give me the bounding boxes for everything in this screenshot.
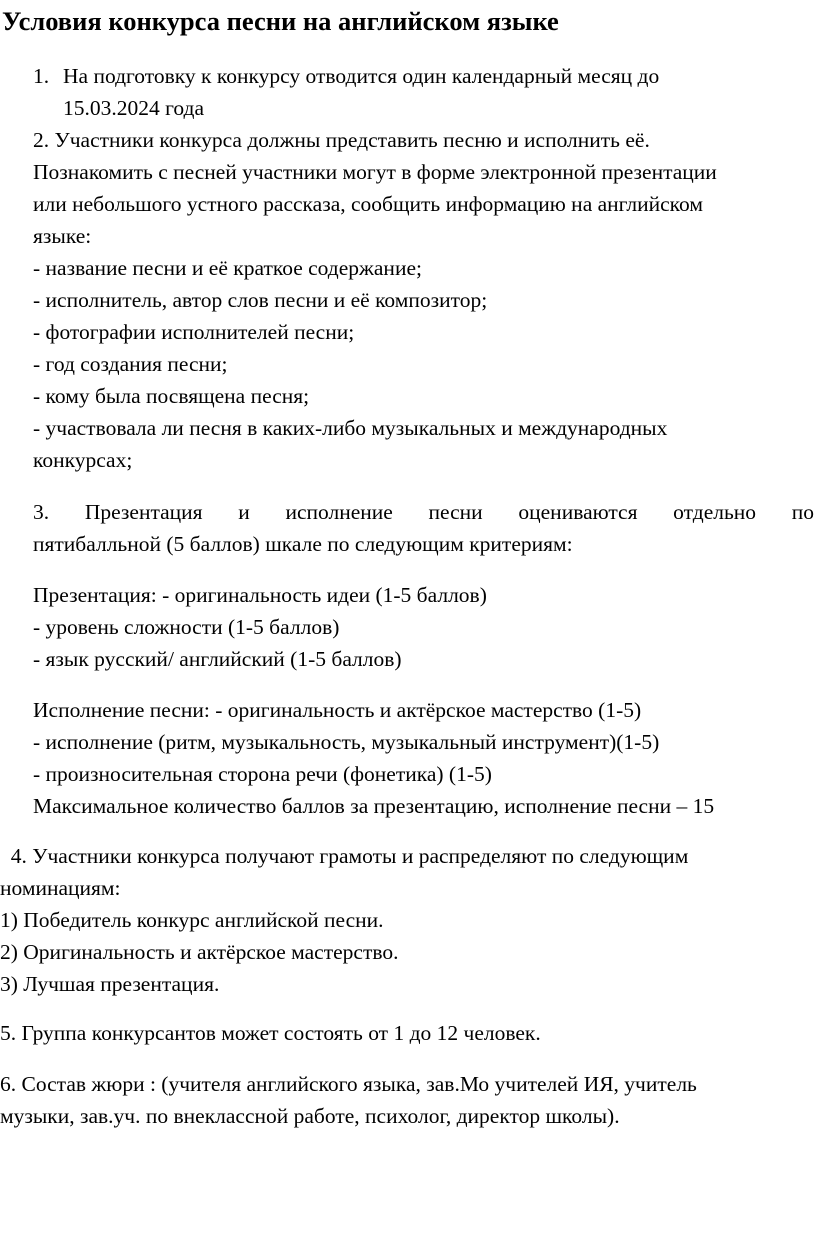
rule-1-line-2: 15.03.2024 года (63, 96, 205, 120)
max-score-line: Максимальное количество баллов за презентацию, исполнение песни – 15 (33, 794, 715, 818)
rule-4-line: 4. Участники конкурса получают грамоты и распределяют по следующим (0, 844, 689, 868)
rule-2-list-item: - фотографии исполнителей песни; (33, 320, 355, 344)
rule-2-line: языке: (33, 224, 92, 248)
presentation-criterion: - уровень сложности (1-5 баллов) (33, 615, 340, 639)
presentation-criterion: Презентация: - оригинальность идеи (1-5 баллов) (33, 583, 487, 607)
performance-criterion: - произносительная сторона речи (фонетика) (1-5) (33, 762, 492, 786)
rule-2-list-item: - название песни и её краткое содержание; (33, 256, 422, 280)
rule-4 (0, 840, 810, 1000)
rule-1-number: 1. (33, 64, 50, 88)
rule-2 (33, 124, 803, 476)
rule-1 (33, 60, 793, 124)
nomination-item: 1) Победитель конкурс английской песни. (0, 908, 384, 932)
rule-2-list-item: конкурсах; (33, 448, 133, 472)
rule-6-line: 6. Состав жюри : (учителя английского языка, зав.Мо учителей ИЯ, учитель (0, 1072, 697, 1096)
performance-criteria (33, 694, 803, 822)
rule-3 (33, 496, 814, 560)
presentation-criterion: - язык русский/ английский (1-5 баллов) (33, 647, 402, 671)
nomination-item: 2) Оригинальность и актёрское мастерство. (0, 940, 399, 964)
rule-2-line: 2. Участники конкурса должны представить песню и исполнить её. (33, 128, 650, 152)
presentation-criteria (33, 579, 803, 675)
rule-5-text: 5. Группа конкурсантов может состоять от 1 до 12 человек. (0, 1021, 541, 1045)
rule-5 (0, 1017, 810, 1049)
performance-criterion: Исполнение песни: - оригинальность и актёрское мастерство (1-5) (33, 698, 642, 722)
rule-2-list-item: - кому была посвящена песня; (33, 384, 310, 408)
nomination-item: 3) Лучшая презентация. (0, 972, 220, 996)
rule-2-line: или небольшого устного рассказа, сообщить информацию на английском (33, 192, 703, 216)
rule-2-list-item: - год создания песни; (33, 352, 228, 376)
rule-1-line-1: На подготовку к конкурсу отводится один календарный месяц до (63, 64, 660, 88)
rule-6-line: музыки, зав.уч. по внеклассной работе, психолог, директор школы). (0, 1104, 620, 1128)
rule-2-list-item: - участвовала ли песня в каких-либо музыкальных и международных (33, 416, 668, 440)
rule-3-line-2: пятибалльной (5 баллов) шкале по следующим критериям: (33, 532, 573, 556)
rule-6 (0, 1068, 810, 1132)
rule-3-line-1: 3. Презентация и исполнение песни оцениваются отдельно по (33, 500, 814, 524)
rule-2-list-item: - исполнитель, автор слов песни и её композитор; (33, 288, 488, 312)
document-title: Условия конкурса песни на английском языке (2, 6, 559, 36)
performance-criterion: - исполнение (ритм, музыкальность, музыкальный инструмент)(1-5) (33, 730, 660, 754)
rule-4-line: номинациям: (0, 876, 121, 900)
rule-2-line: Познакомить с песней участники могут в форме электронной презентации (33, 160, 717, 184)
